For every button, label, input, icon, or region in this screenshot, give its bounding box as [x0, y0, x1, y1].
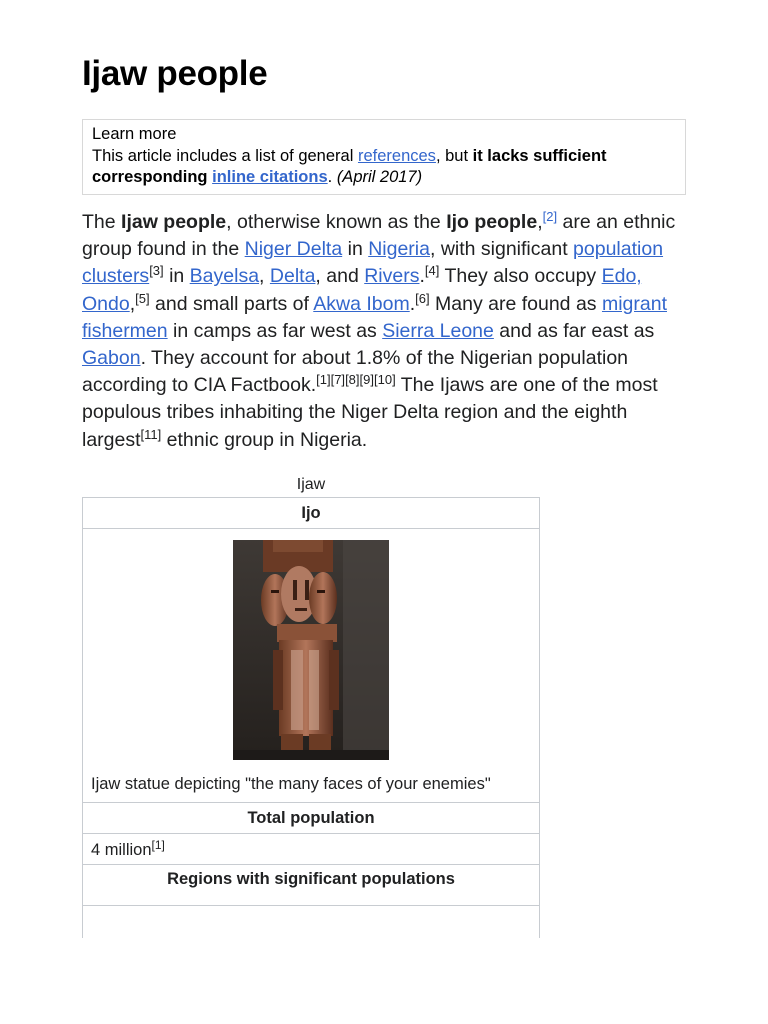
lead-text: , otherwise known as the: [226, 211, 447, 233]
infobox-image-cell: [83, 529, 539, 772]
lead-bold: Ijaw people: [121, 211, 227, 233]
lead-text: , and: [315, 265, 365, 288]
ref-11-link[interactable]: [11]: [140, 426, 162, 442]
lead-text: . They account for about 1.8% of the Nigerian population according to CIA Factbook.: [82, 347, 629, 397]
lead-text: in: [163, 265, 190, 288]
population-clusters-link[interactable]: population clusters: [82, 238, 664, 288]
total-population-value-row: [83, 834, 539, 865]
lead-paragraph: [82, 209, 690, 454]
ref-8-link[interactable]: [8]: [345, 372, 360, 388]
lead-text: in: [342, 238, 369, 261]
notice-text-part: This article includes a list of general: [92, 146, 358, 165]
lead-bold: Ijo people: [446, 211, 538, 233]
lead-text: ,: [537, 211, 543, 233]
references-link[interactable]: references: [357, 146, 436, 165]
lead-text: in camps as far west as: [167, 319, 383, 342]
ref-4-link[interactable]: [4]: [424, 263, 440, 279]
bayelsa-link[interactable]: Bayelsa: [189, 265, 260, 288]
ref-9-link[interactable]: [9]: [359, 372, 374, 388]
lead-text: .: [409, 292, 416, 315]
rivers-link[interactable]: Rivers: [364, 265, 420, 288]
statue-image-svg: [233, 540, 389, 760]
lead-text: ethnic group in Nigeria.: [161, 428, 368, 451]
lead-text: ,: [259, 265, 270, 288]
lead-text: Many are found as: [429, 292, 602, 315]
citation-notice-box: [82, 119, 686, 195]
infobox-image-caption: Ijaw statue depicting "the many faces of your enemies": [83, 772, 539, 803]
statue-image[interactable]: [233, 540, 389, 760]
lead-text: and small parts of: [149, 292, 314, 315]
lead-text: are an ethnic group found in the: [82, 211, 676, 261]
page-title: Ijaw people: [82, 54, 268, 93]
notice-text: [92, 146, 676, 189]
niger-delta-link[interactable]: Niger Delta: [244, 238, 343, 261]
total-population-header: Total population: [83, 803, 539, 834]
notice-bold-text: it lacks sufficient corresponding: [92, 146, 607, 186]
lead-text: .: [419, 265, 425, 288]
lead-text: The: [82, 211, 122, 233]
ref-5-link[interactable]: [5]: [135, 290, 150, 306]
sierra-leone-link[interactable]: Sierra Leone: [382, 319, 494, 342]
ref-7-link[interactable]: [7]: [330, 372, 346, 388]
inline-citations-link[interactable]: inline citations: [212, 168, 328, 186]
ref-10-link[interactable]: [10]: [374, 372, 396, 388]
lead-text: The Ijaws are one of the most populous tribes inhabiting the Niger Delta region and the eighth largest: [82, 374, 658, 451]
lead-text: , with significant: [429, 238, 574, 261]
regions-header: Regions with significant populations: [83, 865, 539, 906]
lead-text: They also occupy: [439, 265, 602, 288]
edo-ondo-link[interactable]: Edo, Ondo: [82, 265, 642, 315]
delta-link[interactable]: Delta: [269, 265, 316, 288]
notice-date: (April 2017): [336, 168, 423, 186]
infobox-name: Ijo: [83, 498, 539, 529]
total-population-value: 4 million: [91, 841, 152, 859]
migrant-fishermen-link[interactable]: migrant fishermen: [82, 292, 667, 342]
lead-text: and as far east as: [493, 319, 655, 342]
ref-1-link[interactable]: [1]: [316, 372, 331, 388]
notice-text-part: .: [327, 168, 337, 186]
nigeria-link[interactable]: Nigeria: [368, 238, 430, 261]
notice-text-part: , but: [435, 146, 473, 165]
notice-heading: Learn more: [92, 125, 177, 143]
ref-2-link[interactable]: [2]: [542, 209, 558, 224]
infobox: [82, 497, 540, 938]
ref-6-link[interactable]: [6]: [415, 290, 430, 306]
ref-3-link[interactable]: [3]: [149, 263, 164, 279]
infobox-caption: Ijaw: [296, 476, 326, 493]
akwa-ibom-link[interactable]: Akwa Ibom: [313, 292, 410, 315]
lead-text: ,: [129, 292, 136, 315]
ref-1-infobox-link[interactable]: [1]: [151, 838, 165, 852]
gabon-link[interactable]: Gabon: [82, 347, 141, 370]
